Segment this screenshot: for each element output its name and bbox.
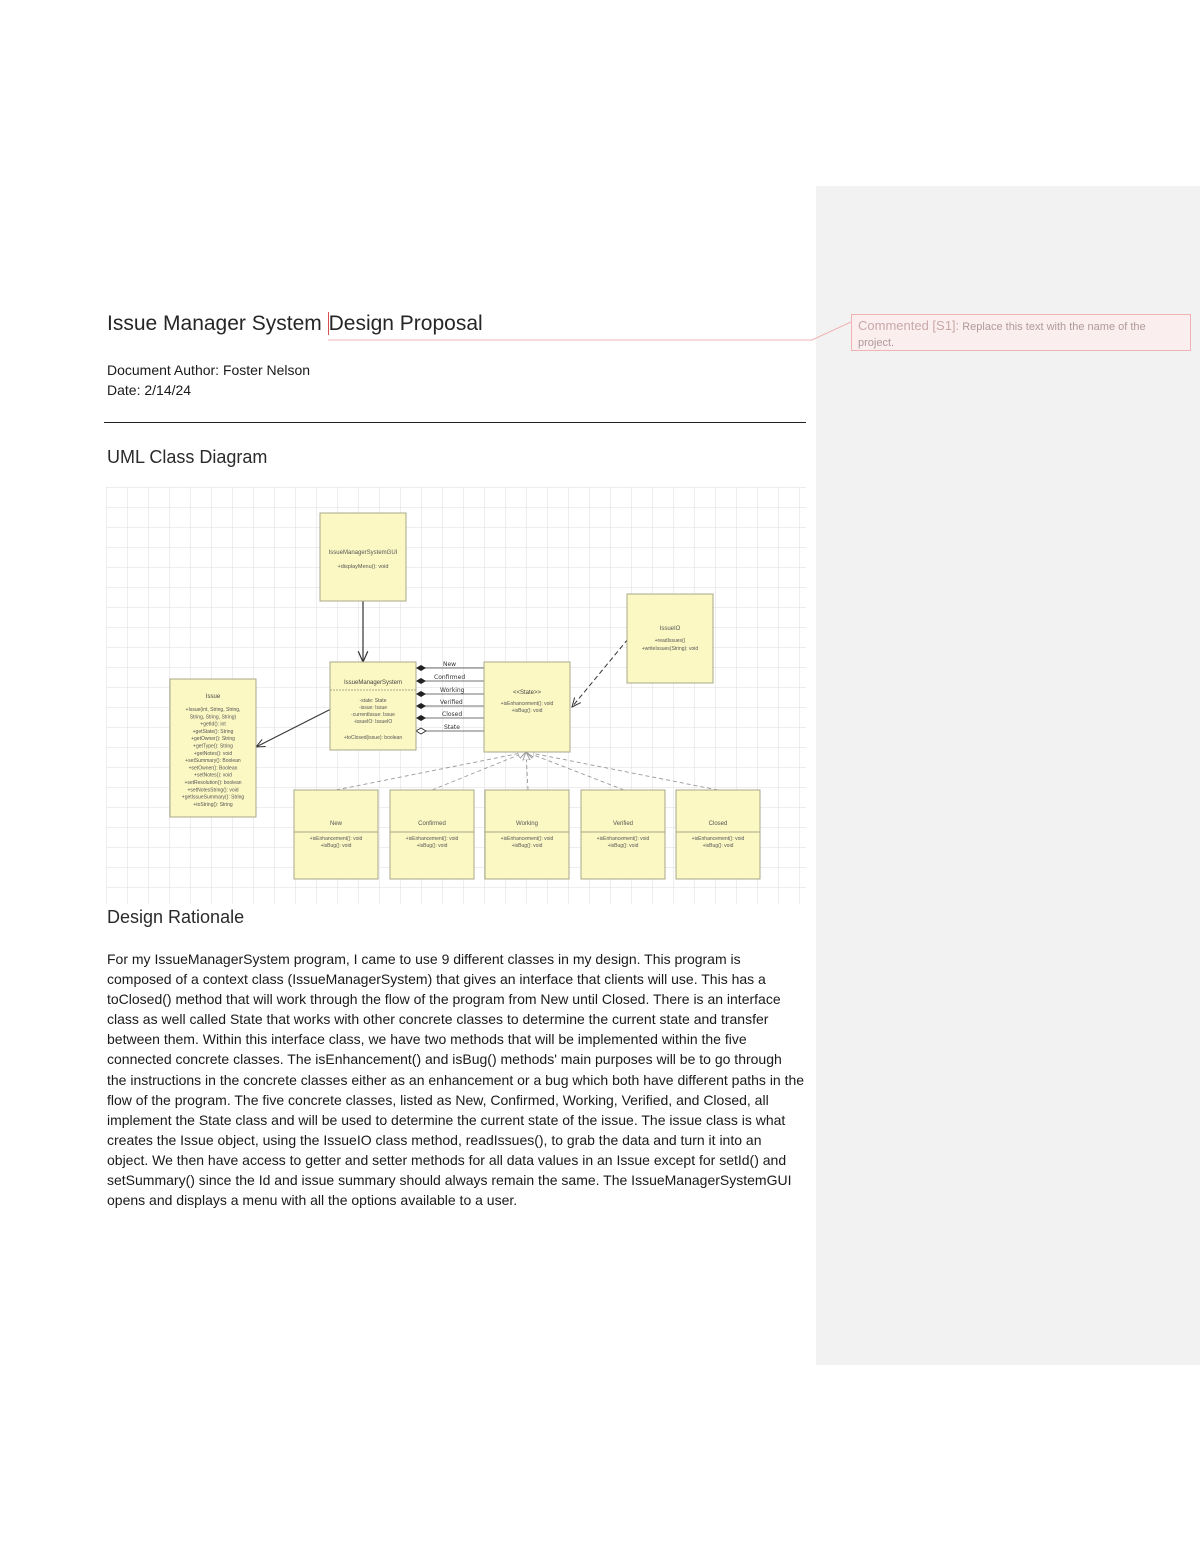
class-name: IssueManagerSystemGUI <box>328 550 398 556</box>
class-method: +isBug(): void <box>416 843 448 849</box>
class-name: New <box>329 821 343 827</box>
class-method: +setOwner(): Boolean <box>188 765 238 772</box>
class-box-state <box>484 662 570 752</box>
comment-balloon[interactable] <box>851 314 1191 351</box>
class-method: +setSummary(): Boolean <box>185 758 241 765</box>
class-method: +getType(): String <box>193 743 233 750</box>
class-field: -state: State <box>359 698 387 704</box>
class-method: +isEnhancement(): void <box>691 836 745 842</box>
date-line: Date: 2/14/24 <box>107 382 192 398</box>
relation-label: State <box>444 724 460 731</box>
class-name: IssueManagerSystem <box>343 680 403 686</box>
class-method: +toClosed(issue): boolean <box>343 735 403 741</box>
class-name: Closed <box>708 821 728 827</box>
class-name: Working <box>516 821 538 827</box>
class-method: +isBug(): void <box>320 843 352 849</box>
class-method: +writeIssues(String): void <box>641 646 699 652</box>
class-method: +getIssueSummary(): String <box>181 794 245 801</box>
class-name: <<State>> <box>512 690 542 696</box>
class-box-working <box>485 790 569 879</box>
class-box-gui <box>320 513 406 601</box>
class-method: +getNotes(): void <box>193 750 233 757</box>
class-method: +displayMenu(): void <box>337 564 389 570</box>
comment-text: Replace this text with the name of the project. <box>858 321 1146 349</box>
class-method: +getState(): String <box>192 728 234 735</box>
horizontal-rule <box>104 422 806 423</box>
class-method: +isBug(): void <box>511 843 543 849</box>
class-method: +isEnhancement(): void <box>500 701 554 707</box>
class-name: IssueIO <box>659 626 681 632</box>
class-method: +getId(): int <box>200 721 226 728</box>
class-box-verified <box>581 790 665 879</box>
class-method: String, String, String) <box>189 714 237 721</box>
class-box-context <box>330 662 416 750</box>
class-name: Verified <box>612 821 634 827</box>
page-title <box>107 312 483 336</box>
class-name: Confirmed <box>418 821 446 827</box>
class-method: +isEnhancement(): void <box>596 836 650 842</box>
class-method: +isBug(): void <box>702 843 734 849</box>
relation-label: Working <box>440 687 465 694</box>
class-name: Issue <box>205 694 221 700</box>
title-part-2: Design Proposal <box>328 312 483 335</box>
class-method: +isEnhancement(): void <box>309 836 363 842</box>
class-field: -issue: Issue <box>358 705 388 711</box>
class-field: -currentIssue: Issue <box>351 712 395 718</box>
class-method: +isBug(): void <box>607 843 639 849</box>
class-method: +setNotesString(): void <box>187 787 239 794</box>
class-method: +setNotes(): void <box>194 772 232 779</box>
relation-label: Verified <box>440 699 463 706</box>
class-box-issueio <box>627 594 713 683</box>
title-part-1: Issue Manager System <box>107 312 328 335</box>
class-method: +getOwner(): String <box>191 736 235 743</box>
class-method: +toString(): String <box>193 801 233 808</box>
class-box-new <box>294 790 378 879</box>
rationale-heading: Design Rationale <box>107 907 245 927</box>
class-method: +isBug(): void <box>511 708 543 714</box>
rationale-paragraph: For my IssueManagerSystem program, I came to use 9 different classes in my design. This program is composed of a context class (IssueManagerSystem) that gives an interface that clients will use. This has a toClosed() method that will work through the flow of the program from New until Closed. There is an interface class as well called State that works with other concrete classes to determine the current state and transfer between them. Within this interface class, we have two methods that will be implemented within the five connected concrete classes. The isEnhancement() and isBug() methods' main purposes will be to go through the instructions in the concrete classes either as an enhancement or a bug which both have different paths in the flow of the program. The five concrete classes, listed as New, Confirmed, Working, Verified, and Closed, all implement the State class and will be used to determine the current state of the issue. The issue class is what creates the Issue object, using the IssueIO class method, readIssues(), to grab the data and turn it into an object. We then have access to getter and setter methods for all data values in an Issue except for setId() and setSummary() since the Id and issue summary should always remain the same. The IssueManagerSystemGUI opens and displays a menu with all the options available to a user. <box>107 951 805 1209</box>
class-method: +setResolution(): boolean <box>184 780 242 786</box>
relation-label: New <box>443 661 457 668</box>
class-method: +readIssues() <box>654 638 686 644</box>
author-line: Document Author: Foster Nelson <box>107 362 311 378</box>
class-method: +isEnhancement(): void <box>405 836 459 842</box>
comment-label: Commented [S1]: <box>858 318 960 333</box>
class-method: +isEnhancement(): void <box>500 836 554 842</box>
relation-label: Closed <box>442 711 463 718</box>
uml-heading: UML Class Diagram <box>107 447 268 467</box>
class-box-issue <box>170 679 256 817</box>
class-box-closed <box>676 790 760 879</box>
class-box-confirmed <box>390 790 474 879</box>
uml-class-diagram <box>106 487 806 904</box>
relation-label: Confirmed <box>434 674 466 681</box>
class-method: +Issue(int, String, String, <box>185 707 241 713</box>
class-field: -issueIO: IssueIO <box>353 719 393 725</box>
